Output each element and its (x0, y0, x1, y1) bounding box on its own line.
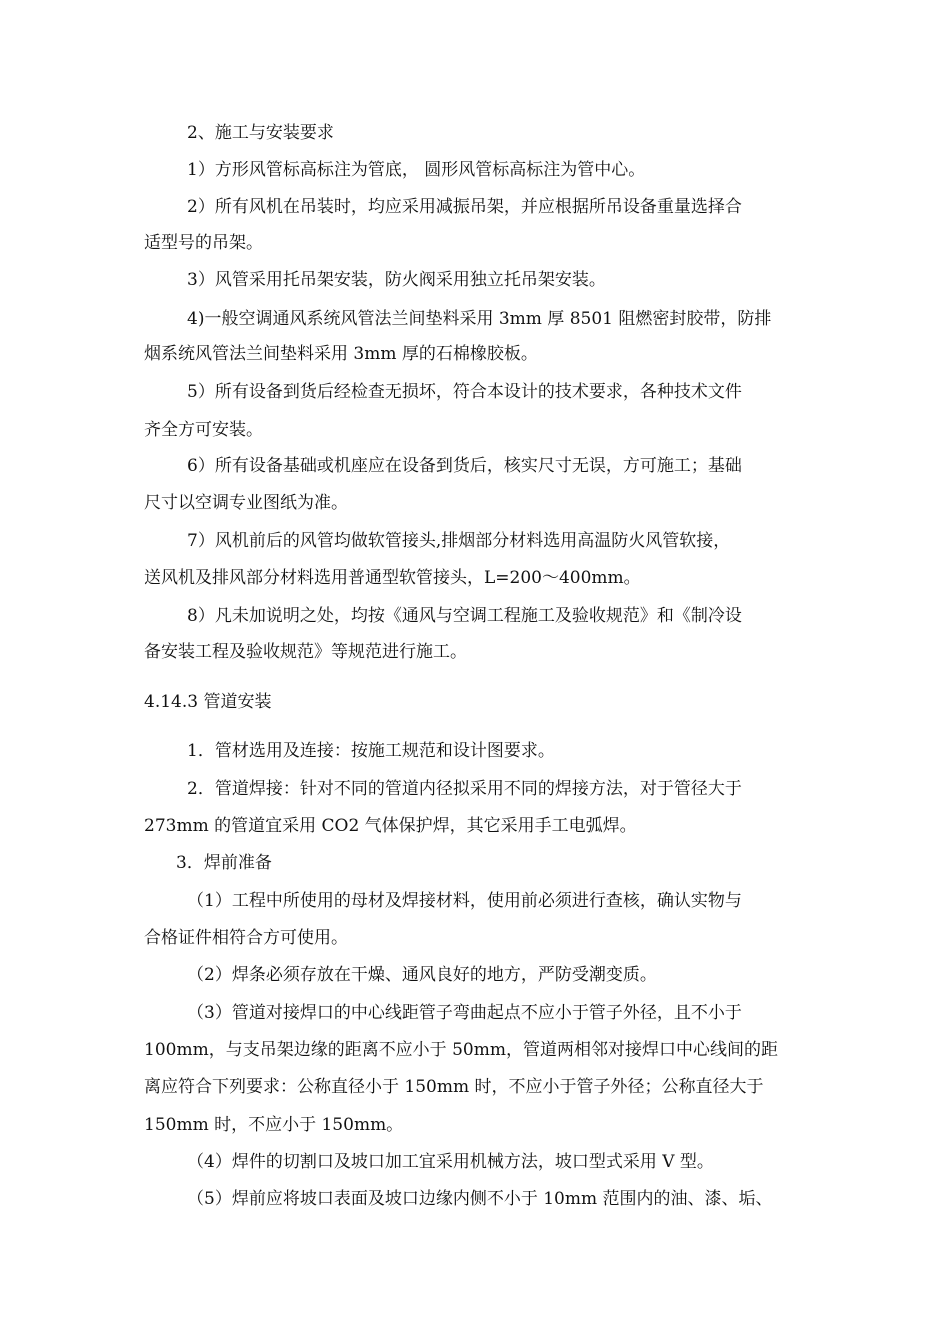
construction-item-4-line-2: 烟系统风管法兰间垫料采用 3mm 厚的石棉橡胶板。 (144, 344, 538, 364)
construction-item-6-line-1: 6）所有设备基础或机座应在设备到货后，核实尺寸无误，方可施工；基础 (187, 456, 742, 476)
pipe-item-6-line-1: （3）管道对接焊口的中心线距管子弯曲起点不应小于管子外径，且不小于 (187, 1003, 742, 1023)
construction-item-2-line-2: 适型号的吊架。 (144, 233, 263, 253)
construction-item-1-line-1: 1）方形风管标高标注为管底， 圆形风管标高标注为管中心。 (187, 160, 646, 180)
section-heading-construction: 2、施工与安装要求 (187, 123, 334, 143)
construction-item-7-line-1: 7）风机前后的风管均做软管接头,排烟部分材料选用高温防火风管软接， (187, 531, 731, 551)
construction-item-3-line-1: 3）风管采用托吊架安装，防火阀采用独立托吊架安装。 (187, 270, 606, 290)
construction-item-5-line-1: 5）所有设备到货后经检查无损坏，符合本设计的技术要求，各种技术文件 (187, 382, 742, 402)
pipe-item-7-line-1: （4）焊件的切割口及坡口加工宜采用机械方法，坡口型式采用 V 型。 (187, 1152, 714, 1172)
pipe-item-2-line-1: 2．管道焊接：针对不同的管道内径拟采用不同的焊接方法，对于管径大于 (187, 779, 742, 799)
pipe-item-4-line-1: （1）工程中所使用的母材及焊接材料，使用前必须进行查核，确认实物与 (187, 891, 742, 911)
pipe-item-8-line-1: （5）焊前应将坡口表面及坡口边缘内侧不小于 10mm 范围内的油、漆、垢、 (187, 1189, 773, 1209)
pipe-item-6-line-2: 100mm，与支吊架边缘的距离不应小于 50mm，管道两相邻对接焊口中心线间的距 (144, 1040, 778, 1060)
pipe-item-6-line-3: 离应符合下列要求：公称直径小于 150mm 时，不应小于管子外径；公称直径大于 (144, 1077, 764, 1097)
pipe-item-4-line-2: 合格证件相符合方可使用。 (144, 928, 348, 948)
construction-item-6-line-2: 尺寸以空调专业图纸为准。 (144, 493, 348, 513)
construction-item-8-line-2: 备安装工程及验收规范》等规范进行施工。 (144, 642, 467, 662)
construction-item-7-line-2: 送风机及排风部分材料选用普通型软管接头，L=200～400mm。 (144, 568, 641, 588)
construction-item-4-line-1: 4)一般空调通风系统风管法兰间垫料采用 3mm 厚 8501 阻燃密封胶带，防排 (187, 309, 772, 329)
pipe-item-5-line-1: （2）焊条必须存放在干燥、通风良好的地方，严防受潮变质。 (187, 965, 657, 985)
pipe-item-6-line-4: 150mm 时，不应小于 150mm。 (144, 1115, 404, 1135)
construction-item-8-line-1: 8）凡未加说明之处，均按《通风与空调工程施工及验收规范》和《制冷设 (187, 606, 742, 626)
pipe-item-1-line-1: 1．管材选用及连接：按施工规范和设计图要求。 (187, 741, 555, 761)
pipe-item-2-line-2: 273mm 的管道宜采用 CO2 气体保护焊，其它采用手工电弧焊。 (144, 816, 637, 836)
construction-item-2-line-1: 2）所有风机在吊装时，均应采用减振吊架，并应根据所吊设备重量选择合 (187, 197, 742, 217)
construction-item-5-line-2: 齐全方可安装。 (144, 420, 263, 440)
section-heading-pipe: 4.14.3 管道安装 (144, 692, 272, 712)
pipe-item-3-line-1: 3．焊前准备 (176, 853, 272, 873)
